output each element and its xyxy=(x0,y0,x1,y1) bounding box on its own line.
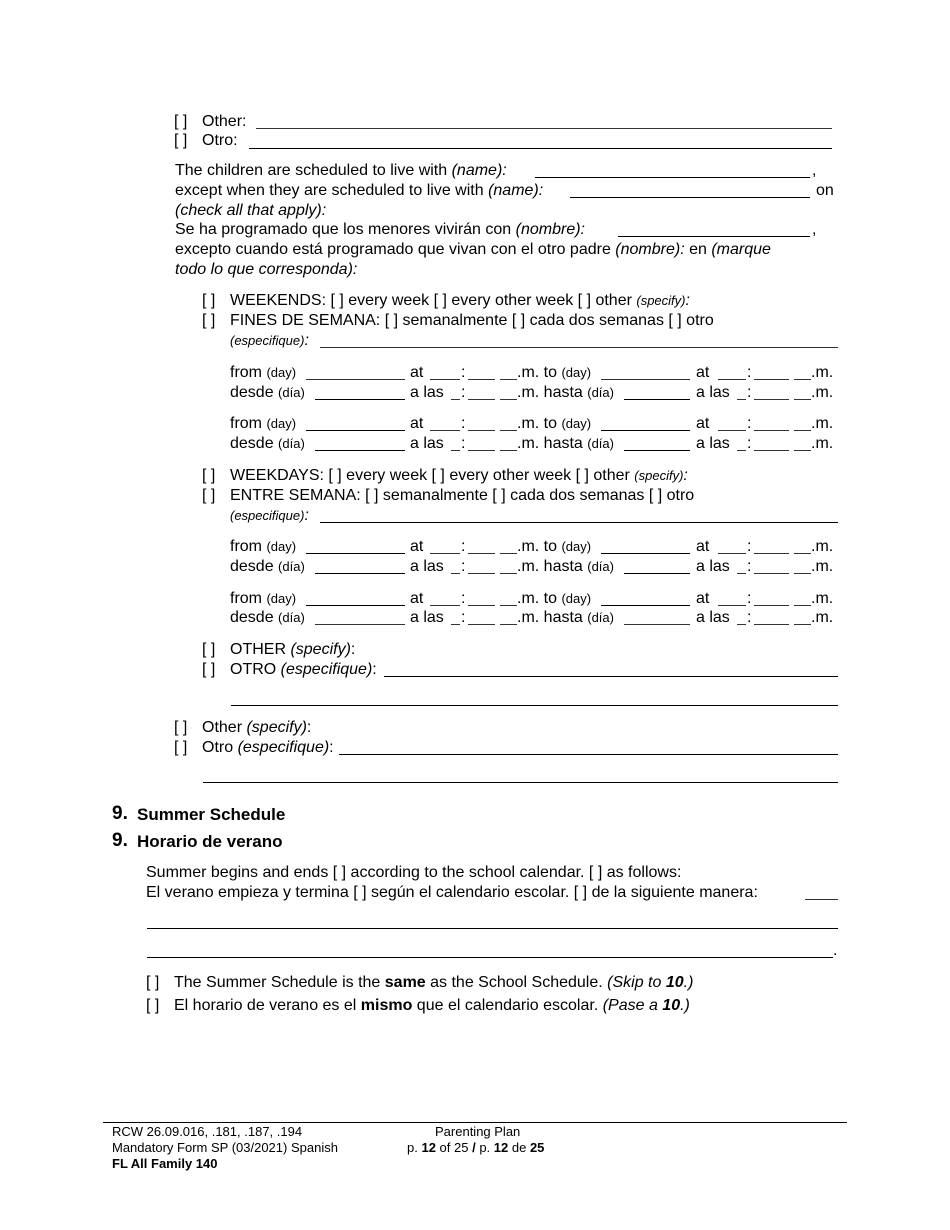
hasta-text: .m. hasta (día) xyxy=(517,558,614,575)
to-day-field[interactable] xyxy=(601,430,690,431)
desde-day-field[interactable] xyxy=(315,399,405,400)
a-las-text: a las xyxy=(410,609,444,626)
checkbox-entre-semana[interactable]: [ ] xyxy=(202,487,216,504)
hour-field[interactable] xyxy=(430,605,460,606)
same-schedule-label: The Summer Schedule is the same as the School Schedule. (Skip to 10.) xyxy=(174,974,694,991)
footer-rcw: RCW 26.09.016, .181, .187, .194 xyxy=(112,1124,303,1139)
to-text: .m. to (day) xyxy=(517,415,592,432)
other-line[interactable] xyxy=(256,128,832,129)
time-colon: : xyxy=(747,538,752,555)
hour-field[interactable] xyxy=(451,399,460,400)
marque-text: todo lo que corresponda): xyxy=(175,261,358,278)
hour-field[interactable] xyxy=(737,573,746,574)
to-text: .m. to (day) xyxy=(517,590,592,607)
entre-semana-label: ENTRE SEMANA: [ ] semanalmente [ ] cada dos semanas [ ] otro xyxy=(230,487,695,504)
especifique-label: (especifique): xyxy=(230,507,309,524)
other-label: Other: xyxy=(202,113,247,130)
a-las-text: a las xyxy=(696,609,730,626)
footer-form: Mandatory Form SP (03/2021) Spanish xyxy=(112,1140,338,1155)
ampm-field[interactable] xyxy=(794,450,811,451)
desde-day-field[interactable] xyxy=(315,450,405,451)
otro-sub-line-2[interactable] xyxy=(231,705,838,706)
a-las-text: a las xyxy=(410,435,444,452)
checkbox-otro-main[interactable]: [ ] xyxy=(174,739,188,756)
checkbox-weekdays[interactable]: [ ] xyxy=(202,467,216,484)
footer-page-number: p. 12 of 25 / p. 12 de 25 xyxy=(407,1140,545,1155)
hour-field[interactable] xyxy=(718,605,746,606)
checkbox-same-schedule[interactable]: [ ] xyxy=(146,974,160,991)
checkbox-fines[interactable]: [ ] xyxy=(202,312,216,329)
time-colon: : xyxy=(461,384,466,401)
hasta-day-field[interactable] xyxy=(624,624,690,625)
desde-day-field[interactable] xyxy=(315,624,405,625)
at-text: at xyxy=(410,538,424,555)
period: . xyxy=(833,942,838,959)
otro-line[interactable] xyxy=(249,148,832,149)
minute-field[interactable] xyxy=(754,624,789,625)
at-text: at xyxy=(696,415,710,432)
ampm-field[interactable] xyxy=(500,624,517,625)
mismo-horario-label: El horario de verano es el mismo que el calendario escolar. (Pase a 10.) xyxy=(174,997,690,1014)
ampm-field[interactable] xyxy=(794,399,811,400)
live-with-line5: excepto cuando está programado que vivan con el otro padre (nombre): en (marque xyxy=(175,241,771,258)
hasta-text: .m. hasta (día) xyxy=(517,384,614,401)
m-text: .m. xyxy=(811,538,834,555)
summer-line-0[interactable] xyxy=(805,899,838,900)
other-sub-label: OTHER (specify): xyxy=(230,641,356,658)
minute-field[interactable] xyxy=(468,430,495,431)
hour-field[interactable] xyxy=(737,624,746,625)
minute-field[interactable] xyxy=(754,399,789,400)
checkbox-other-main[interactable]: [ ] xyxy=(174,719,188,736)
otro-main-line-2[interactable] xyxy=(203,782,838,783)
a-las-text: a las xyxy=(410,384,444,401)
hour-field[interactable] xyxy=(451,624,460,625)
minute-field[interactable] xyxy=(754,379,789,380)
a-las-text: a las xyxy=(696,435,730,452)
live-with-line1: The children are scheduled to live with (name): xyxy=(175,162,507,179)
weekdays-label: WEEKDAYS: [ ] every week [ ] every other week [ ] other (specify): xyxy=(230,467,688,484)
at-text: at xyxy=(410,415,424,432)
m-text: .m. xyxy=(811,590,834,607)
especifique-label: (especifique): xyxy=(230,332,309,349)
checkbox-otro[interactable]: [ ] xyxy=(174,132,188,149)
minute-field[interactable] xyxy=(468,624,495,625)
to-text: .m. to (day) xyxy=(517,364,592,381)
time-colon: : xyxy=(747,384,752,401)
nombre-field-1[interactable] xyxy=(618,236,810,237)
time-colon: : xyxy=(461,609,466,626)
a-las-text: a las xyxy=(696,384,730,401)
fines-label: FINES DE SEMANA: [ ] semanalmente [ ] cada dos semanas [ ] otro xyxy=(230,312,714,329)
ampm-field[interactable] xyxy=(794,430,811,431)
to-day-field[interactable] xyxy=(601,605,690,606)
time-colon: : xyxy=(747,609,752,626)
time-colon: : xyxy=(747,590,752,607)
otro-main-label: Otro (especifique): xyxy=(202,739,334,756)
at-text: at xyxy=(696,590,710,607)
m-text: .m. xyxy=(811,364,834,381)
on-text: on xyxy=(816,182,834,199)
time-colon: : xyxy=(461,364,466,381)
section-title-es: Horario de verano xyxy=(137,832,283,851)
name-field-1[interactable] xyxy=(535,177,810,178)
hasta-text: .m. hasta (día) xyxy=(517,609,614,626)
check-all-text: (check all that apply): xyxy=(175,202,327,219)
at-text: at xyxy=(696,364,710,381)
summer-para-en: Summer begins and ends [ ] according to the school calendar. [ ] as follows: xyxy=(146,864,682,881)
time-colon: : xyxy=(747,364,752,381)
minute-field[interactable] xyxy=(468,605,495,606)
hour-field[interactable] xyxy=(430,379,460,380)
comma: , xyxy=(812,221,817,238)
live-with-line4: Se ha programado que los menores vivirán con (nombre): xyxy=(175,221,585,238)
to-day-field[interactable] xyxy=(601,379,690,380)
ampm-field[interactable] xyxy=(500,430,517,431)
ampm-field[interactable] xyxy=(500,450,517,451)
hour-field[interactable] xyxy=(430,553,460,554)
time-colon: : xyxy=(747,415,752,432)
a-las-text: a las xyxy=(410,558,444,575)
weekday-from-row-2: from (day) xyxy=(230,590,297,607)
summer-para-es: El verano empieza y termina [ ] según el calendario escolar. [ ] de la siguiente manera: xyxy=(146,884,758,901)
summer-line-1[interactable] xyxy=(147,928,838,929)
minute-field[interactable] xyxy=(468,379,495,380)
hasta-day-field[interactable] xyxy=(624,573,690,574)
hour-field[interactable] xyxy=(430,430,460,431)
weekday-desde-row-2: desde (día) xyxy=(230,609,305,626)
hour-field[interactable] xyxy=(737,450,746,451)
live-with-line2: except when they are scheduled to live with (name): xyxy=(175,182,544,199)
m-text: .m. xyxy=(811,435,834,452)
ampm-field[interactable] xyxy=(794,553,811,554)
comma: , xyxy=(812,162,817,179)
otro-label: Otro: xyxy=(202,132,238,149)
other-main-label: Other (specify): xyxy=(202,719,312,736)
checkbox-other[interactable]: [ ] xyxy=(174,113,188,130)
ampm-field[interactable] xyxy=(794,624,811,625)
footer-code: FL All Family 140 xyxy=(112,1156,218,1171)
hour-field[interactable] xyxy=(737,399,746,400)
weekend-desde-row-2: desde (día) xyxy=(230,435,305,452)
ampm-field[interactable] xyxy=(500,605,517,606)
section-number: 9. xyxy=(112,803,128,824)
time-colon: : xyxy=(747,435,752,452)
hour-field[interactable] xyxy=(451,573,460,574)
at-text: at xyxy=(696,538,710,555)
minute-field[interactable] xyxy=(754,573,789,574)
weekdays-specify-line[interactable] xyxy=(320,522,838,523)
minute-field[interactable] xyxy=(754,553,789,554)
ampm-field[interactable] xyxy=(500,553,517,554)
ampm-field[interactable] xyxy=(500,379,517,380)
footer-title: Parenting Plan xyxy=(435,1124,521,1139)
from-day-field[interactable] xyxy=(306,605,405,606)
minute-field[interactable] xyxy=(468,450,495,451)
minute-field[interactable] xyxy=(754,605,789,606)
ampm-field[interactable] xyxy=(794,379,811,380)
checkbox-weekends[interactable]: [ ] xyxy=(202,292,216,309)
otro-sub-label: OTRO (especifique): xyxy=(230,661,377,678)
summer-line-2[interactable] xyxy=(147,957,833,958)
footer-rule xyxy=(103,1122,847,1123)
otro-sub-line-1[interactable] xyxy=(384,676,838,677)
a-las-text: a las xyxy=(696,558,730,575)
time-colon: : xyxy=(747,558,752,575)
section-number: 9. xyxy=(112,830,128,851)
ampm-field[interactable] xyxy=(794,605,811,606)
hour-field[interactable] xyxy=(718,430,746,431)
time-colon: : xyxy=(461,415,466,432)
hour-field[interactable] xyxy=(451,450,460,451)
from-day-field[interactable] xyxy=(306,430,405,431)
minute-field[interactable] xyxy=(468,553,495,554)
hasta-day-field[interactable] xyxy=(624,450,690,451)
checkbox-mismo-horario[interactable]: [ ] xyxy=(146,997,160,1014)
to-text: .m. to (day) xyxy=(517,538,592,555)
to-day-field[interactable] xyxy=(601,553,690,554)
from-day-field[interactable] xyxy=(306,553,405,554)
name-field-2[interactable] xyxy=(570,197,810,198)
time-colon: : xyxy=(461,558,466,575)
minute-field[interactable] xyxy=(754,430,789,431)
weekday-desde-row-1: desde (día) xyxy=(230,558,305,575)
weekends-label: WEEKENDS: [ ] every week [ ] every other week [ ] other (specify): xyxy=(230,292,690,309)
section-title-en: Summer Schedule xyxy=(137,805,286,824)
hour-field[interactable] xyxy=(718,553,746,554)
minute-field[interactable] xyxy=(468,573,495,574)
checkbox-other-sub[interactable]: [ ] xyxy=(202,641,216,658)
at-text: at xyxy=(410,590,424,607)
ampm-field[interactable] xyxy=(500,573,517,574)
time-colon: : xyxy=(461,590,466,607)
time-colon: : xyxy=(461,538,466,555)
minute-field[interactable] xyxy=(468,399,495,400)
weekends-specify-line[interactable] xyxy=(320,347,838,348)
hour-field[interactable] xyxy=(718,379,746,380)
weekend-from-row-1: from (day) xyxy=(230,364,297,381)
minute-field[interactable] xyxy=(754,450,789,451)
weekend-from-row-2: from (day) xyxy=(230,415,297,432)
from-day-field[interactable] xyxy=(306,379,405,380)
m-text: .m. xyxy=(811,415,834,432)
ampm-field[interactable] xyxy=(500,399,517,400)
hasta-day-field[interactable] xyxy=(624,399,690,400)
at-text: at xyxy=(410,364,424,381)
m-text: .m. xyxy=(811,609,834,626)
m-text: .m. xyxy=(811,384,834,401)
hasta-text: .m. hasta (día) xyxy=(517,435,614,452)
weekend-desde-row-1: desde (día) xyxy=(230,384,305,401)
weekday-from-row-1: from (day) xyxy=(230,538,297,555)
ampm-field[interactable] xyxy=(794,573,811,574)
m-text: .m. xyxy=(811,558,834,575)
time-colon: : xyxy=(461,435,466,452)
otro-main-line-1[interactable] xyxy=(339,754,838,755)
desde-day-field[interactable] xyxy=(315,573,405,574)
checkbox-otro-sub[interactable]: [ ] xyxy=(202,661,216,678)
